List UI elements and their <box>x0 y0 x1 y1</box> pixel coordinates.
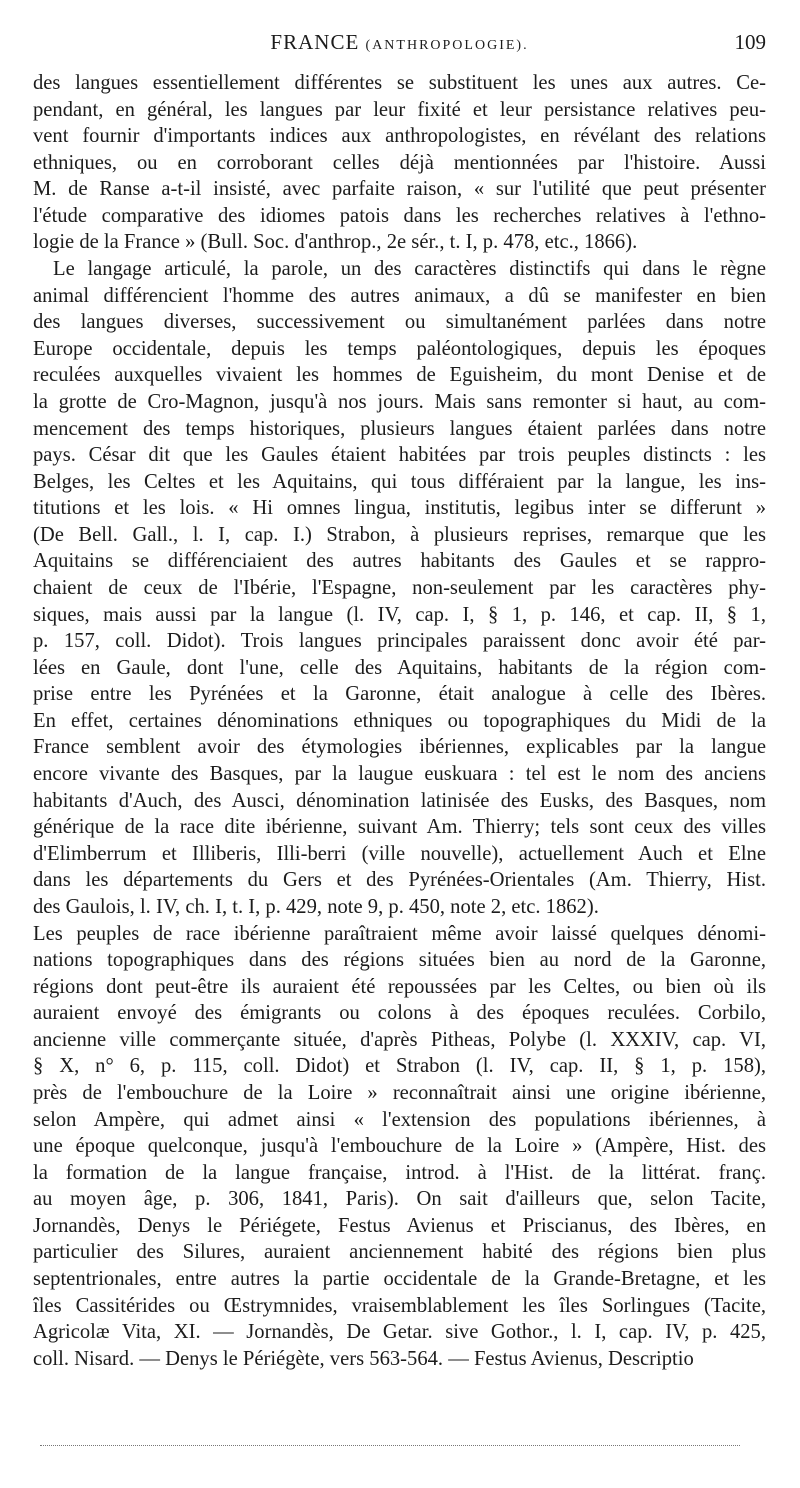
running-title-sub: (ANTHROPOLOGIE). <box>365 38 529 53</box>
text-line: ancienne ville commerçante située, d'après Pitheas, Polybe (l. XXXIV, cap. VI, <box>33 1028 766 1051</box>
text-line: des Gaulois, l. IV, ch. I, t. I, p. 429, note 9, p. 450, note 2, etc. 1862). <box>33 895 599 918</box>
text-line: En effet, certaines dénominations ethniques ou topographiques du Midi de la <box>33 709 766 732</box>
text-line: vent fournir d'importants indices aux anthropologistes, en révélant des relations <box>33 125 766 148</box>
text-line: ethniques, ou en corroborant celles déjà mentionnées par l'histoire. Aussi <box>33 151 766 174</box>
text-line: Aquitains se différenciaient des autres habitants des Gaules et se rappro- <box>33 550 766 573</box>
text-line: générique de la race dite ibérienne, suivant Am. Thierry; tels sont ceux des villes <box>33 816 766 839</box>
text-line: (De Bell. Gall., l. I, cap. I.) Strabon, à plusieurs reprises, remarque que les <box>33 523 766 546</box>
text-line: pendant, en général, les langues par leur fixité et leur persistance relatives peu- <box>33 98 766 121</box>
text-line: France semblent avoir des étymologies ibériennes, explicables par la langue <box>33 736 766 759</box>
text-line: Les peuples de race ibérienne paraîtraient même avoir laissé quelques dénomi- <box>33 922 766 945</box>
running-header <box>33 30 766 58</box>
text-line: près de l'embouchure de la Loire » reconnaîtrait ainsi une origine ibérienne, <box>33 1081 766 1104</box>
text-line: Jornandès, Denys le Périégete, Festus Avienus et Priscianus, des Ibères, en <box>33 1214 766 1237</box>
text-line: encore vivante des Basques, par la laugue euskuara : tel est le nom des anciens <box>33 763 766 786</box>
text-line: des langues essentiellement différentes se substituent les unes aux autres. Ce- <box>33 72 766 94</box>
text-line: titutions et les lois. « Hi omnes lingua, institutis, legibus inter se differunt » <box>33 497 766 520</box>
text-line: logie de la France » (Bull. Soc. d'anthrop., 2e sér., t. I, p. 478, etc., 1866). <box>33 231 638 254</box>
text-line: au moyen âge, p. 306, 1841, Paris). On sait d'ailleurs que, selon Tacite, <box>33 1188 766 1211</box>
page-number: 109 <box>734 30 766 54</box>
text-line: selon Ampère, qui admet ainsi « l'extension des populations ibériennes, à <box>33 1108 766 1131</box>
text-line: régions dont peut-être ils auraient été repoussées par les Celtes, ou bien où ils <box>33 975 766 998</box>
text-line: l'étude comparative des idiomes patois dans les recherches relatives à l'ethno- <box>33 204 766 227</box>
bottom-rule <box>40 1445 740 1446</box>
text-line: Europe occidentale, depuis les temps paléontologiques, depuis les époques <box>33 337 766 360</box>
text-line: nations topographiques dans des régions situées bien au nord de la Garonne, <box>33 949 766 972</box>
text-line: p. 157, coll. Didot). Trois langues principales paraissent donc avoir été par- <box>33 630 766 653</box>
text-line: Le langage articulé, la parole, un des caractères distinctifs qui dans le règne <box>53 258 766 281</box>
text-line: siques, mais aussi par la langue (l. IV, cap. I, § 1, p. 146, et cap. II, § 1, <box>33 603 766 626</box>
text-line: habitants d'Auch, des Ausci, dénomination latinisée des Eusks, des Basques, nom <box>33 789 766 812</box>
text-line: une époque quelconque, jusqu'à l'embouchure de la Loire » (Ampère, Hist. des <box>33 1135 766 1158</box>
text-line: Belges, les Celtes et les Aquitains, qui tous différaient par la langue, les ins- <box>33 470 766 493</box>
text-line: § X, n° 6, p. 115, coll. Didot) et Strabon (l. IV, cap. II, § 1, p. 158), <box>33 1055 766 1078</box>
text-line: prise entre les Pyrénées et la Garonne, était analogue à celle des Ibères. <box>33 683 766 706</box>
text-line: M. de Ranse a-t-il insisté, avec parfaite raison, « sur l'utilité que peut présenter <box>33 178 766 201</box>
text-line: chaient de ceux de l'Ibérie, l'Espagne, non-seulement par les caractères phy- <box>33 576 766 599</box>
text-line: reculées auxquelles vivaient les hommes de Eguisheim, du mont Denise et de <box>33 364 766 387</box>
text-line: pays. César dit que les Gaules étaient habitées par trois peuples distincts : les <box>33 444 766 467</box>
text-line: particulier des Silures, auraient anciennement habité des régions bien plus <box>33 1241 766 1264</box>
text-line: lées en Gaule, dont l'une, celle des Aquitains, habitants de la région com- <box>33 656 766 679</box>
text-line: Agricolæ Vita, XI. — Jornandès, De Getar. sive Gothor., l. I, cap. IV, p. 425, <box>33 1321 766 1344</box>
text-line: des langues diverses, successivement ou simultanément parlées dans notre <box>33 311 766 334</box>
text-line: la formation de la langue française, introd. à l'Hist. de la littérat. franç. <box>33 1161 766 1184</box>
text-line: dans les départements du Gers et des Pyrénées-Orientales (Am. Thierry, Hist. <box>33 869 766 892</box>
page <box>33 30 766 1372</box>
running-title-main: FRANCE <box>270 30 360 54</box>
text-line: septentrionales, entre autres la partie occidentale de la Grande-Bretagne, et les <box>33 1268 766 1291</box>
text-line: îles Cassitérides ou Œstrymnides, vraisemblablement les îles Sorlingues (Tacite, <box>33 1294 766 1317</box>
text-line: coll. Nisard. — Denys le Périégète, vers 563-564. — Festus Avienus, Descriptio <box>33 1347 694 1370</box>
text-body <box>33 70 766 1372</box>
text-line: animal différencient l'homme des autres animaux, a dû se manifester en bien <box>33 284 766 307</box>
text-line: auraient envoyé des émigrants ou colons à des époques reculées. Corbilo, <box>33 1002 766 1025</box>
text-line: d'Elimberrum et Illiberis, Illi-berri (ville nouvelle), actuellement Auch et Elne <box>33 842 766 865</box>
text-line: mencement des temps historiques, plusieurs langues étaient parlées dans notre <box>33 417 766 440</box>
running-title <box>33 30 766 55</box>
text-line: la grotte de Cro-Magnon, jusqu'à nos jours. Mais sans remonter si haut, au com- <box>33 390 766 413</box>
